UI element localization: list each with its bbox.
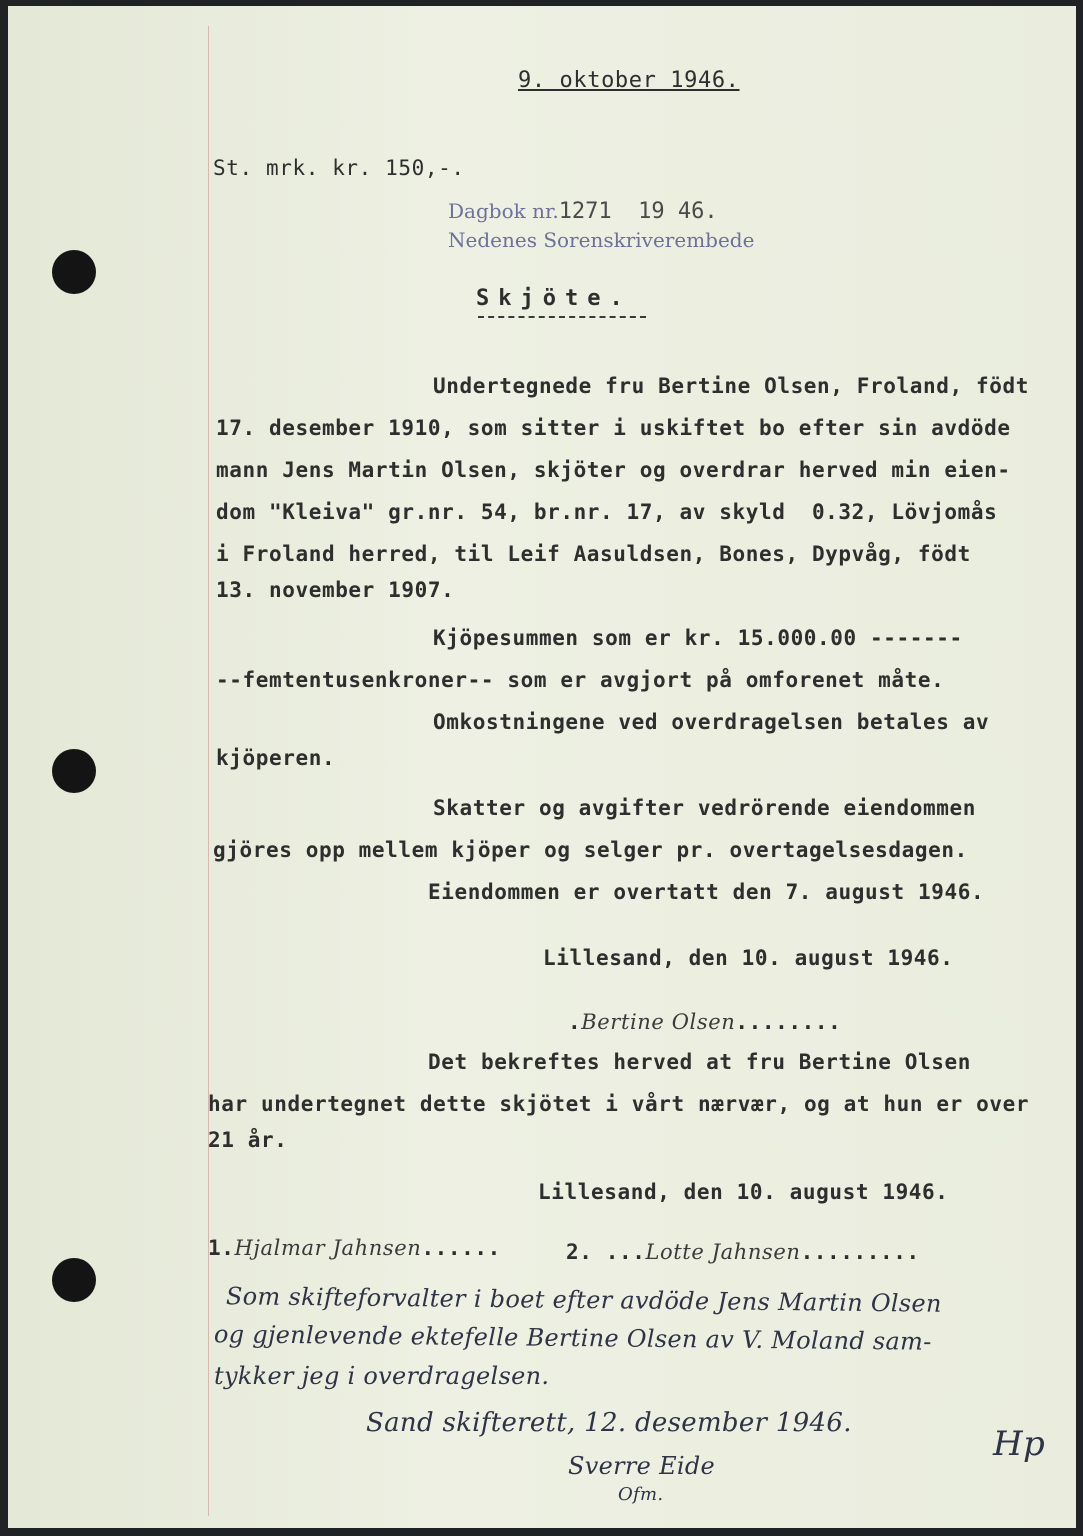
body-line: 13. november 1907. <box>216 578 455 602</box>
signature-dots: . <box>568 1010 582 1034</box>
body-line: Undertegnede fru Bertine Olsen, Froland, födt <box>433 374 1029 398</box>
handwritten-initials: Hp <box>993 1424 1046 1464</box>
handwritten-line: tykker jeg i overdragelsen. <box>214 1362 550 1390</box>
place-date-1: Lillesand, den 10. august 1946. <box>543 946 954 970</box>
seller-signature: Bertine Olsen <box>581 1010 736 1034</box>
title-underline <box>478 316 646 318</box>
document-title: Skjöte. <box>476 286 632 311</box>
witness-line: har undertegnet dette skjötet i vårt nærvær, og at hun er over <box>208 1092 1030 1116</box>
margin-line <box>208 26 209 1516</box>
date-header: 9. oktober 1946. <box>518 68 740 93</box>
witness-line: Det bekreftes herved at fru Bertine Olsen <box>428 1050 971 1074</box>
body-line: dom "Kleiva" gr.nr. 54, br.nr. 17, av skyld 0.32, Lövjomås <box>216 500 998 524</box>
seller-signature-line <box>568 1010 841 1034</box>
registry-stamp-line1 <box>448 199 718 224</box>
witness-number: 2. ... <box>566 1240 646 1264</box>
witness-2-signature: Lotte Jahnsen <box>645 1240 801 1264</box>
stamp-duty: St. mrk. kr. 150,-. <box>213 156 465 180</box>
punch-hole <box>52 1258 96 1302</box>
witness-1-signature: Hjalmar Jahnsen <box>234 1236 422 1260</box>
handwritten-line: Som skifteforvalter i boet efter avdöde Jens Martin Olsen <box>225 1282 942 1318</box>
signature-dots: ...... <box>421 1236 501 1260</box>
body-line: Kjöpesummen som er kr. 15.000.00 ------- <box>433 626 963 650</box>
witness-number: 1. <box>208 1236 235 1260</box>
registry-stamp-line2: Nedenes Sorenskriverembede <box>448 228 755 252</box>
punch-hole <box>52 749 96 793</box>
punch-hole <box>52 250 96 294</box>
body-line: Omkostningene ved overdragelsen betales av <box>433 710 990 734</box>
stamp-number: 1271 19 46. <box>558 199 718 224</box>
witness-line: 21 år. <box>208 1128 288 1152</box>
body-line: Eiendommen er overtatt den 7. august 1946. <box>428 880 985 904</box>
body-line: --femtentusenkroner-- som er avgjort på omforenet måte. <box>216 668 945 692</box>
handwritten-place-date: Sand skifterett, 12. desember 1946. <box>366 1408 852 1438</box>
handwritten-title: Ofm. <box>618 1484 664 1505</box>
body-line: 17. desember 1910, som sitter i uskiftet bo efter sin avdöde <box>216 416 1011 440</box>
handwritten-signer: Sverre Eide <box>568 1452 716 1480</box>
body-line: i Froland herred, til Leif Aasuldsen, Bones, Dypvåg, födt <box>216 542 971 566</box>
place-date-2: Lillesand, den 10. august 1946. <box>538 1180 949 1204</box>
document-page <box>8 6 1076 1528</box>
body-line: Skatter og avgifter vedrörende eiendommen <box>433 796 976 820</box>
body-line: kjöperen. <box>216 746 336 770</box>
body-line: mann Jens Martin Olsen, skjöter og overdrar herved min eien- <box>216 458 1011 482</box>
signature-dots: ........ <box>735 1010 842 1034</box>
witness-2-line <box>566 1240 920 1264</box>
handwritten-line: og gjenlevende ektefelle Bertine Olsen av V. Moland sam- <box>213 1320 932 1356</box>
witness-1-line <box>208 1236 501 1260</box>
stamp-label: Dagbok nr. <box>448 199 559 223</box>
signature-dots: ......... <box>800 1240 920 1264</box>
body-line: gjöres opp mellem kjöper og selger pr. overtagelsesdagen. <box>213 838 968 862</box>
